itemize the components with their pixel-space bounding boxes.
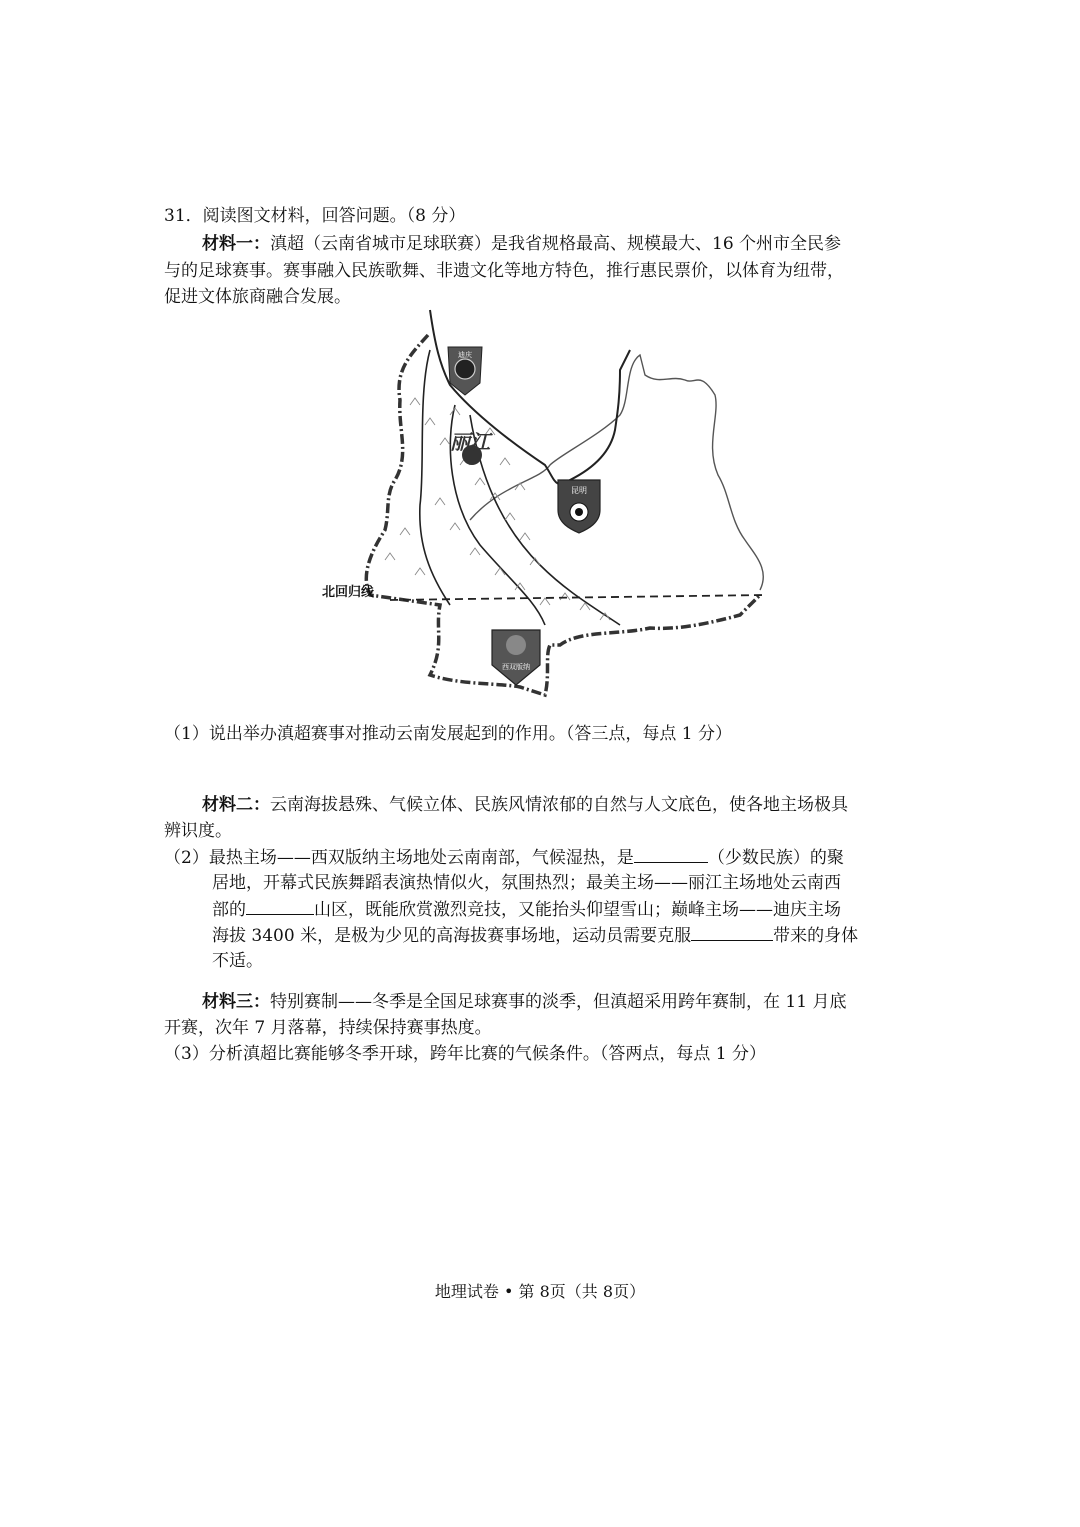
sub-question-2-line-1 [164,844,844,871]
lijiang-team-badge [450,430,493,465]
province-outline-east [470,355,763,590]
material-3-text-1: 特别赛制——冬季是全国足球赛事的淡季，但滇超采用跨年赛制，在 11 月底 [270,992,847,1012]
sub-question-2-line-5: 不适。 [212,951,263,971]
kunming-badge-label: 昆明 [571,486,587,495]
material-2-text-1: 云南海拔悬殊、气候立体、民族风情浓郁的自然与人文底色，使各地主场极具 [270,795,848,815]
answer-blank-ethnic-group[interactable] [634,844,708,863]
yunnan-map [300,305,800,705]
material-1-text-1: 滇超（云南省城市足球联赛）是我省规格最高、规模最大、16 个州市全民参 [270,234,842,254]
material-3-line-1 [202,989,846,1015]
sub-question-2-line-2: 居地，开幕式民族舞蹈表演热情似火，氛围热烈；最美主场——丽江主场地处云南西 [212,873,841,893]
kunming-team-badge [558,480,600,533]
sub-question-2-text-c-pre: 部的 [212,900,246,920]
sub-question-2-text-c-post: 山区，既能欣赏激烈竞技，又能抬头仰望雪山；巅峰主场——迪庆主场 [314,900,841,920]
material-2-line-2: 辨识度。 [164,821,232,841]
answer-blank-mountain-region[interactable] [246,896,314,915]
xishuangbanna-badge-label: 西双版纳 [502,663,530,671]
material-1-line-3: 促进文体旅商融合发展。 [164,287,351,307]
material-3-line-2: 开赛，次年 7 月落幕，持续保持赛事热度。 [164,1018,492,1038]
xishuangbanna-team-badge [492,630,540,685]
material-1-line-1 [202,231,841,257]
diqing-badge-label: 迪庆 [458,351,472,359]
material-1-line-2: 与的足球赛事。赛事融入民族歌舞、非遗文化等地方特色，推行惠民票价，以体育为纽带， [164,261,844,281]
sub-question-2-line-3 [212,896,841,923]
lijiang-badge-label: 丽江 [450,430,490,454]
material-2-line-1 [202,792,848,818]
river-line-1 [420,350,450,605]
sub-question-2-text-a-post: （少数民族）的聚 [707,848,844,868]
question-title: 31．阅读图文材料，回答问题。（8 分） [164,206,466,226]
answer-blank-altitude-factor[interactable] [691,922,773,941]
sub-question-2-text-a-pre: （2）最热主场——西双版纳主场地处云南南部，气候湿热，是 [164,848,634,868]
tropic-label: 北回归线 [322,585,375,600]
page-footer: 地理试卷 • 第 8页（共 8页） [434,1282,646,1301]
material-3-label: 材料三： [202,992,270,1012]
sub-question-1: （1）说出举办滇超赛事对推动云南发展起到的作用。（答三点，每点 1 分） [164,724,732,744]
province-outline-north [430,310,630,484]
material-2-label: 材料二： [202,795,270,815]
sub-question-2-line-4 [212,922,858,949]
sub-question-2-text-d-post: 带来的身体 [773,926,859,946]
material-1-label: 材料一： [202,234,270,254]
sub-question-3: （3）分析滇超比赛能够冬季开球，跨年比赛的气候条件。（答两点，每点 1 分） [164,1044,766,1064]
sub-question-2-text-d-pre: 海拔 3400 米，是极为少见的高海拔赛事场地，运动员需要克服 [212,926,692,946]
